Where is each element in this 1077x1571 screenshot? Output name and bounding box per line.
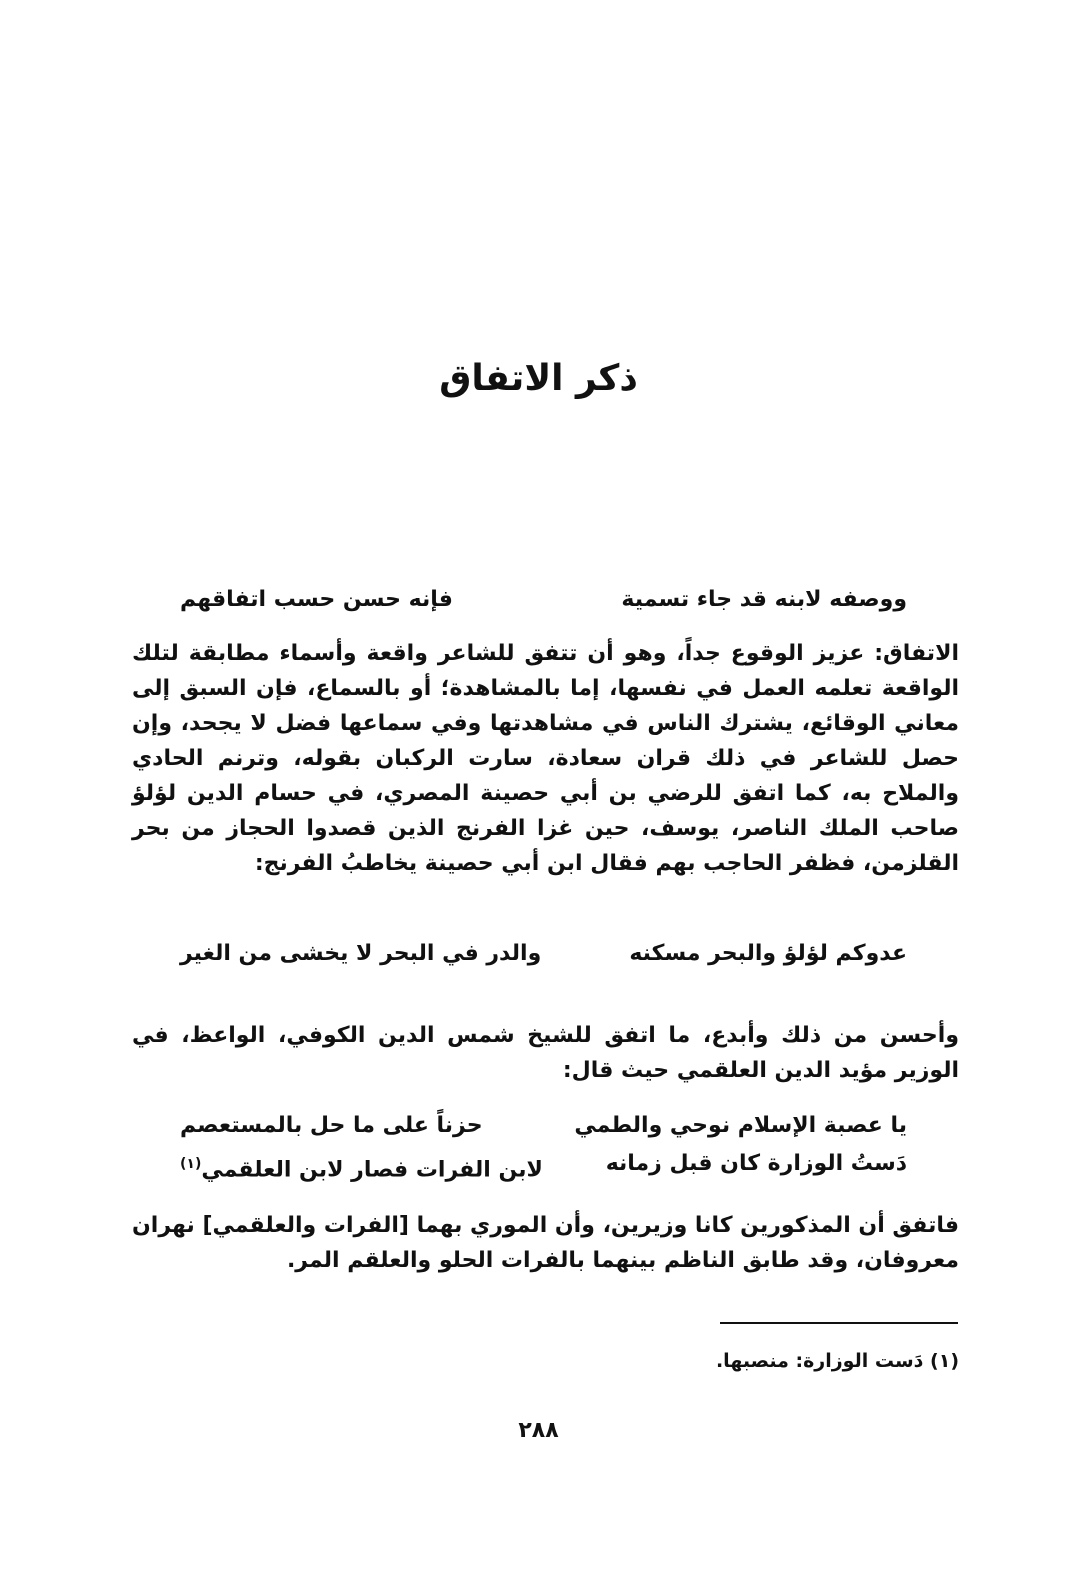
verse-1-second-hemistich: فإنه حسن حسب اتفاقهم xyxy=(180,587,453,612)
verse-3-line-2-second-hemistich xyxy=(180,1146,543,1188)
verse-2-second-hemistich: والدر في البحر لا يخشى من الغير xyxy=(180,941,542,966)
verse-2-first-hemistich: عدوكم لؤلؤ والبحر مسكنه xyxy=(629,941,907,966)
footnote-divider xyxy=(720,1322,958,1324)
verse-3-line-2-first-hemistich: دَستُ الوزارة كان قبل زمانه xyxy=(605,1151,907,1176)
paragraph-example: وأحسن من ذلك وأبدع، ما اتفق للشيخ شمس الدين الكوفي، الواعظ، في الوزير مؤيد الدين العلقمي حيث قال: xyxy=(132,1023,959,1083)
verse-2 xyxy=(180,936,907,972)
verse-3-line-1-first-hemistich: يا عصبة الإسلام نوحي والطمي xyxy=(574,1113,907,1138)
section-heading: ذكر الاتفاق xyxy=(439,358,638,399)
verse-3-line-2 xyxy=(180,1146,907,1188)
paragraph-body: عزيز الوقوع جداً، وهو أن تتفق للشاعر واقعة وأسماء مطابقة لتلك الواقعة تعلمه العمل في نفسها، إما بالمشاهدة؛ أو بالسماع، فإن السبق إلى معاني الوقائع، يشترك الناس في مشاهدتها وفي سماعها فضل لا يجحد، وإن حصل للشاعر في ذلك قران سعادة، سارت الركبان بقوله، وترنم الحادي والملاح به، كما اتفق للرضي بن أبي حصينة المصري، في حسام الدين لؤلؤ صاحب الملك الناصر، يوسف، حين غزا الفرنج الذين قصدوا الحجاز من بحر القلزمن، فظفر الحاجب بهم فقال ابن أبي حصينة يخاطبُ الفرنج: xyxy=(132,641,959,876)
verse-3-line-2-text: لابن الفرات فصار لابن العلقمي xyxy=(201,1157,543,1183)
footnote: (١) دَست الوزارة: منصبها. xyxy=(715,1350,959,1372)
verse-1 xyxy=(180,582,907,618)
footnote-reference: (١) xyxy=(180,1156,202,1172)
verse-3-line-1 xyxy=(180,1108,907,1144)
paragraph-conclusion: فاتفق أن المذكورين كانا وزيرين، وأن الموري بهما [الفرات والعلقمي] نهران معروفان، وقد طابق الناظم بينهما بالفرات الحلو والعلقم المر. xyxy=(132,1213,959,1273)
paragraph-ittifaq xyxy=(132,636,959,881)
verse-3-line-1-second-hemistich: حزناً على ما حل بالمستعصم xyxy=(180,1113,483,1138)
paragraph-lead-term: الاتفاق: xyxy=(874,641,959,666)
page-number: ٢٨٨ xyxy=(518,1418,559,1443)
verse-1-first-hemistich: ووصفه لابنه قد جاء تسمية xyxy=(621,587,907,612)
